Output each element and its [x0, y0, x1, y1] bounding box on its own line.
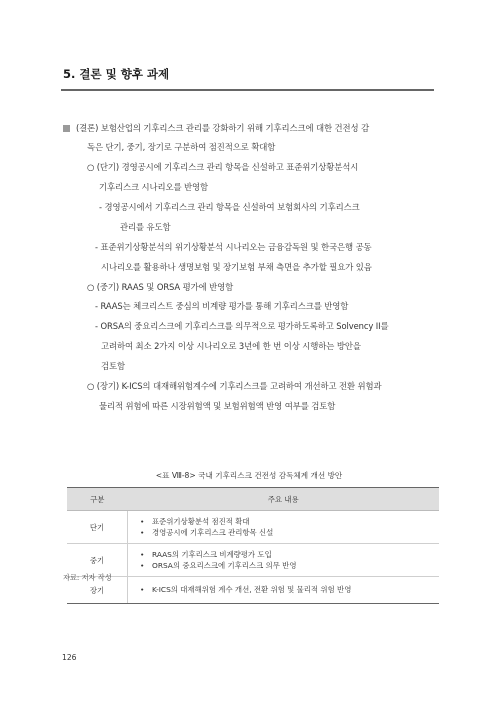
paragraph-line: 검토함 — [101, 361, 125, 371]
header-contents: 주요 내용 — [128, 488, 440, 511]
paragraph-line: 독은 단기, 중기, 장기로 구분하여 점진적으로 확대함 — [87, 142, 276, 152]
paragraph-line: 물리적 위험에 따른 시장위험액 및 보험위험액 반영 여부를 검토함 — [99, 401, 336, 411]
paragraph-line: (결론) 보험산업의 기후리스크 관리를 강화하기 위해 기후리스크에 대한 건전성 감 — [63, 122, 369, 134]
table-row — [67, 577, 439, 604]
period-cell: 단기 — [67, 511, 128, 544]
title-rule — [61, 89, 434, 91]
list-item: • 경영공시에 기후리스크 관리항목 신설 — [128, 527, 439, 539]
list-item: • ORSA의 중요리스크에 기후리스크 의무 반영 — [128, 560, 439, 572]
table-row — [67, 511, 439, 544]
paragraph-line: - 경영공시에서 기후리스크 관리 항목을 신설하여 보험회사의 기후리스크 — [99, 202, 360, 212]
header-category: 구분 — [67, 488, 128, 511]
table-row — [67, 544, 439, 577]
period-cell: 장기 — [67, 577, 128, 604]
list-item: • K-ICS의 대재해위험 계수 개선, 전환 위험 및 물리적 위험 반영 — [128, 584, 439, 596]
contents-cell — [128, 511, 440, 544]
list-item: • RAAS의 기후리스크 비계량평가 도입 — [128, 549, 439, 561]
paragraph-line: 기후리스크 시나리오를 반영함 — [99, 182, 208, 192]
paragraph-line: 시나리오를 활용하나 생명보험 및 장기보험 부채 측면을 추가할 필요가 있음 — [101, 262, 372, 272]
table-source: 자료: 저자 작성 — [63, 573, 112, 582]
table-caption: <표 Ⅷ-8> 국내 기후리스크 건전성 감독체계 개선 방안 — [155, 471, 343, 480]
paragraph-line: - ORSA의 중요리스크에 기후리스크를 의무적으로 평가하도록하고 Solvency II를 — [95, 321, 389, 331]
paragraph-line: ○ (장기) K-ICS의 대재해위험계수에 기후리스크를 고려하여 개선하고 전환 위험과 — [87, 381, 382, 391]
paragraph-line: ○ (단기) 경영공시에 기후리스크 관리 항목을 신설하고 표준위기상황분석시 — [87, 162, 359, 172]
period-cell: 중기 — [67, 544, 128, 577]
contents-cell — [128, 577, 440, 604]
table-header-row — [67, 488, 439, 511]
improvement-plan-table — [67, 487, 439, 604]
square-bullet-icon — [63, 125, 70, 132]
paragraph-line: 관리를 유도함 — [120, 222, 171, 232]
list-item: • 표준위기상황분석 점진적 확대 — [128, 516, 439, 528]
paragraph-line: - 표준위기상황분석의 위기상황분석 시나리오는 금융감독원 및 한국은행 공동 — [95, 242, 372, 252]
paragraph-line: - RAAS는 체크리스트 중심의 비계량 평가를 통해 기후리스크를 반영함 — [95, 301, 349, 311]
contents-cell — [128, 544, 440, 577]
paragraph-line: 고려하여 최소 2가지 이상 시나리오로 3년에 한 번 이상 시행하는 방안을 — [101, 341, 361, 351]
section-title: 5. 결론 및 향후 과제 — [63, 67, 170, 81]
page-number: 126 — [62, 653, 77, 662]
paragraph-line: ○ (중기) RAAS 및 ORSA 평가에 반영함 — [87, 282, 234, 292]
